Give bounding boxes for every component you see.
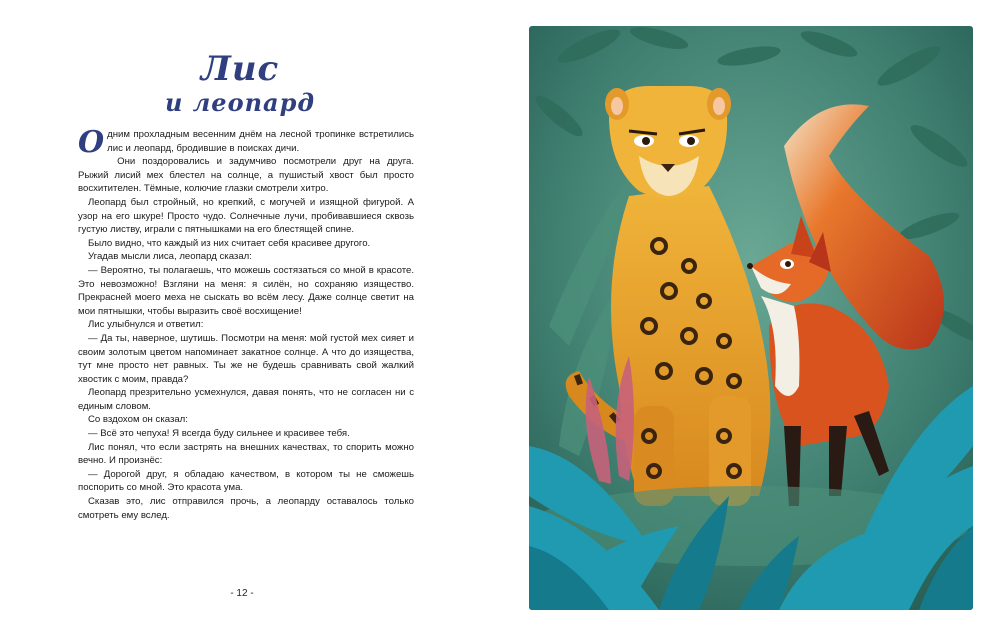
page-number: - 12 - (230, 588, 254, 599)
paragraph-11: — Всё это чепуха! Я всегда буду сильнее и красивее тебя. (88, 428, 350, 440)
paragraph-1 (78, 125, 414, 160)
story-text (78, 125, 414, 522)
paragraph-8: — Да ты, наверное, шутишь. Посмотри на меня: мой густой мех сияет и своим золотым цветом напоминает закатное солнце. А что до изящества, тут мне просто нет равных. Ты же не будешь сравнивать свой жалкий хвостик с моим, правда? (78, 332, 414, 385)
fox-leopard-illustration (529, 26, 973, 610)
story-title (150, 50, 330, 118)
paragraph-3: Леопард был стройный, но крепкий, с могучей и изящной фигурой. А узор на его шкуре! Просто чудо. Солнечные лучи, пробивавшиеся сквозь густую листву, играли с пятнышками на его блестящей спине. (78, 196, 414, 236)
paragraph-7: Лис улыбнулся и ответил: (88, 319, 204, 331)
paragraph-5: Угадав мысли лиса, леопард сказал: (88, 251, 252, 263)
paragraph-14: Сказав это, лис отправился прочь, а леопарду оставалось только смотреть ему вслед. (78, 496, 414, 521)
paragraph-1-text: дним прохладным весенним днём на лесной тропинке встретились лис и леопард, бродившие в поисках дичи. (107, 129, 414, 154)
title-line-1: Лис (200, 49, 280, 89)
title-line-2: и леопард (164, 88, 316, 117)
paragraph-13: — Дорогой друг, я обладаю качеством, в котором ты не сможешь поспорить со мной. Это красота ума. (78, 468, 414, 494)
paragraph-12: Лис понял, что если застрять на внешних качествах, то спорить можно вечно. И произнёс: (78, 441, 414, 467)
paragraph-6: — Вероятно, ты полагаешь, что можешь состязаться со мной в красоте. Это невозможно! Взгляни на меня: я силён, но сохраняю изящество. Прекрасней моего меха не сыскать во всём лесу. Даже солнце светит на мои пятнышки, чтобы выразить своё восхищение! (78, 264, 414, 317)
paragraph-4: Было видно, что каждый из них считает себя красивее другого. (88, 237, 371, 249)
paragraph-2: Они поздоровались и задумчиво посмотрели друг на друга. Рыжий лисий мех блестел на солнце, а пушистый хвост был просто восхитителен. Тёмные, колючие глазки смотрели хитро. (78, 156, 414, 195)
paragraph-10: Со вздохом он сказал: (88, 414, 188, 426)
drop-cap: О (78, 125, 105, 160)
paragraph-9: Леопард презрительно усмехнулся, давая понять, что не согласен ни с единым словом. (78, 387, 414, 412)
